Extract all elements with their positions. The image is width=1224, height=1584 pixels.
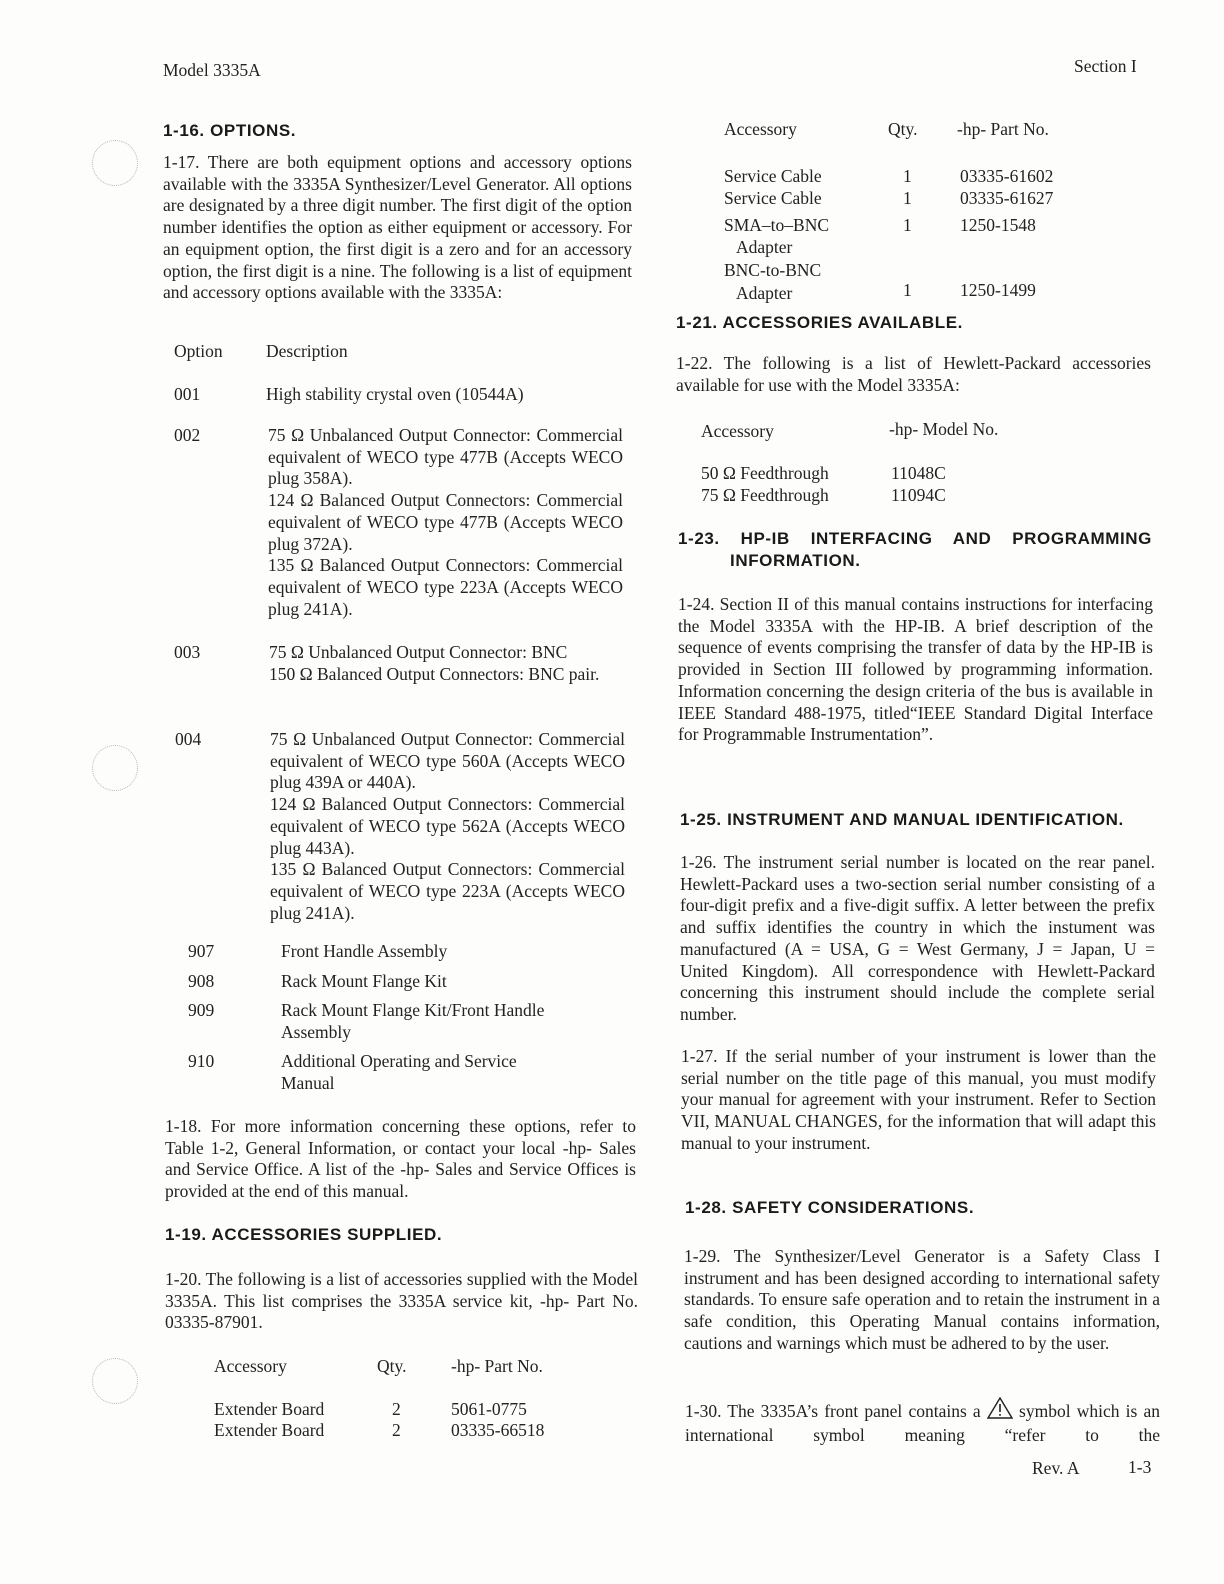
- table-cell-accessory-line2: Adapter: [736, 237, 793, 257]
- paragraph-1-20: 1-20. The following is a list of accessories supplied with the Model 3335A. This list comprises the 3335A service kit, -hp- Part No. 03335-87901.: [165, 1269, 638, 1333]
- option-description: 75 Ω Unbalanced Output Connector: Commercial equivalent of WECO type 477B (Accepts WECO plug 358A). 124 Ω Balanced Output Connectors: Commercial equivalent of WECO type 477B (Accepts WECO plug 372A). 135 Ω Balanced Output Connectors: Commercial equivalent of WECO type 223A (Accepts WECO plug 241A).: [268, 425, 623, 619]
- table-cell-part: 03335-61602: [960, 166, 1054, 186]
- paragraph-1-18: 1-18. For more information concerning these options, refer to Table 1-2, General Information, or contact your local -hp- Sales and Service Office. A list of the -hp- Sales and Service Offices is provided at the end of this manual.: [165, 1116, 636, 1202]
- column-header-part: -hp- Part No.: [451, 1356, 543, 1376]
- options-column-description: Description: [266, 341, 348, 361]
- column-header-part: -hp- Part No.: [957, 119, 1049, 139]
- hpib-heading: 1-23. HP-IB INTERFACING AND PROGRAMMING: [678, 529, 1152, 548]
- table-cell-part: 1250-1499: [960, 280, 1036, 300]
- table-cell-qty: 2: [392, 1420, 401, 1440]
- option-description: High stability crystal oven (10544A): [266, 384, 524, 404]
- binder-hole-top: [92, 140, 138, 186]
- paragraph-1-30-end: symbol which is an international symbol meaning “refer to the: [685, 1401, 1161, 1445]
- paragraph-1-30-start: 1-30. The 3335A’s front panel contains a: [685, 1401, 981, 1421]
- table-cell-accessory: Extender Board: [214, 1420, 325, 1440]
- table-cell-qty: 1: [903, 215, 912, 235]
- footer-revision: Rev. A: [1032, 1458, 1080, 1478]
- column-header-accessory: Accessory: [724, 119, 797, 139]
- table-cell-qty: 2: [392, 1399, 401, 1419]
- table-cell-part: 1250-1548: [960, 215, 1036, 235]
- table-cell-qty: 1: [903, 188, 912, 208]
- table-cell-accessory-line2: Adapter: [736, 283, 793, 303]
- option-description: Front Handle Assembly: [281, 941, 448, 961]
- table-cell-accessory: Service Cable: [724, 166, 822, 186]
- option-description: 75 Ω Unbalanced Output Connector: Commercial equivalent of WECO type 560A (Accepts WECO plug 439A or 440A). 124 Ω Balanced Output Connectors: Commercial equivalent of WECO type 562A (Accepts WECO plug 443A). 135 Ω Balanced Output Connectors: Commercial equivalent of WECO type 223A (Accepts WECO plug 241A).: [270, 729, 625, 923]
- header-model: Model 3335A: [163, 60, 261, 80]
- paragraph-1-17: 1-17. There are both equipment options and accessory options available with the 3335A Synthesizer/Level Generator. All options are designated by a three digit number. The first digit of the option number identifies the option as either equipment or accessory. For an equipment option, the first digit is a zero and for an accessory option, the first digit is a nine. The following is a list of equipment and accessory options available with the 3335A:: [163, 152, 632, 303]
- column-header-model: -hp- Model No.: [889, 419, 999, 439]
- table-cell-accessory: 75 Ω Feedthrough: [701, 485, 829, 505]
- column-header-accessory: Accessory: [214, 1356, 287, 1376]
- paragraph-1-27: 1-27. If the serial number of your instrument is lower than the serial number on the title page of this manual, you must modify your manual for agreement with your instrument. Refer to Section VII, MANUAL CHANGES, for the information that will adapt this manual to your instrument.: [681, 1046, 1156, 1153]
- table-cell-part: 03335-61627: [960, 188, 1054, 208]
- option-number: 002: [174, 425, 201, 445]
- accessories-supplied-heading: 1-19. ACCESSORIES SUPPLIED.: [165, 1225, 443, 1244]
- hpib-heading-line2: INFORMATION.: [730, 551, 861, 570]
- paragraph-1-29: 1-29. The Synthesizer/Level Generator is a Safety Class I instrument and has been designed according to international safety standards. To ensure safe operation and to retain the instrument in a safe condition, this Operating Manual contains information, cautions and warnings which must be adhered to by the user.: [684, 1246, 1160, 1353]
- paragraph-1-30: [685, 1397, 1160, 1446]
- column-header-accessory: Accessory: [701, 421, 774, 441]
- table-cell-accessory: 50 Ω Feedthrough: [701, 463, 829, 483]
- identification-heading: 1-25. INSTRUMENT AND MANUAL IDENTIFICATION.: [680, 810, 1124, 829]
- option-description: Rack Mount Flange Kit/Front Handle Assembly: [281, 1000, 545, 1042]
- safety-heading: 1-28. SAFETY CONSIDERATIONS.: [685, 1198, 975, 1217]
- table-cell-accessory: Extender Board: [214, 1399, 325, 1419]
- table-cell-qty: 1: [903, 166, 912, 186]
- footer-page-number: 1-3: [1128, 1457, 1152, 1477]
- option-number: 908: [188, 971, 215, 991]
- table-cell-part: 03335-66518: [451, 1420, 545, 1440]
- option-description: 75 Ω Unbalanced Output Connector: BNC 150 Ω Balanced Output Connectors: BNC pair.: [269, 642, 600, 684]
- option-number: 001: [174, 384, 201, 404]
- options-heading: 1-16. OPTIONS.: [163, 121, 297, 140]
- binder-hole-middle: [92, 745, 138, 791]
- table-cell-model: 11048C: [891, 463, 946, 483]
- paragraph-1-22: 1-22. The following is a list of Hewlett-Packard accessories available for use with the Model 3335A:: [676, 353, 1151, 395]
- option-number: 004: [175, 729, 202, 749]
- table-cell-accessory: SMA–to–BNC: [724, 215, 830, 235]
- binder-hole-bottom: [92, 1358, 138, 1404]
- option-number: 910: [188, 1051, 215, 1071]
- header-section: Section I: [1074, 56, 1137, 76]
- option-number: 909: [188, 1000, 215, 1020]
- accessories-available-heading: 1-21. ACCESSORIES AVAILABLE.: [676, 313, 963, 332]
- option-number: 907: [188, 941, 215, 961]
- option-number: 003: [174, 642, 201, 662]
- table-cell-part: 5061-0775: [451, 1399, 527, 1419]
- table-cell-qty: 1: [903, 280, 912, 300]
- table-cell-model: 11094C: [891, 485, 946, 505]
- table-cell-accessory: Service Cable: [724, 188, 822, 208]
- paragraph-1-24: 1-24. Section II of this manual contains instructions for interfacing the Model 3335A with the HP-IB. A brief description of the sequence of events comprising the transfer of data by the HP-IB is provided in Section III followed by programming information. Information concerning the design criteria of the bus is available in IEEE Standard 488-1975, titled“IEEE Standard Digital Interface for Programmable Instrumentation”.: [678, 594, 1153, 745]
- paragraph-1-26: 1-26. The instrument serial number is located on the rear panel. Hewlett-Packard uses a two-section serial number consisting of a four-digit prefix and a five-digit suffix. A letter between the prefix and suffix identifies the country in which the instument was manufactured (A = USA, G = West Germany, J = Japan, U = United Kingdom). All correspondence with Hewlett-Packard concerning this instrument should include the complete serial number.: [680, 852, 1155, 1024]
- options-column-option: Option: [174, 341, 223, 361]
- option-description: Additional Operating and Service Manual: [281, 1051, 517, 1093]
- column-header-qty: Qty.: [377, 1356, 407, 1376]
- warning-triangle-icon: [987, 1397, 1013, 1425]
- column-header-qty: Qty.: [888, 119, 918, 139]
- option-description: Rack Mount Flange Kit: [281, 971, 447, 991]
- table-cell-accessory: BNC-to-BNC: [724, 260, 822, 280]
